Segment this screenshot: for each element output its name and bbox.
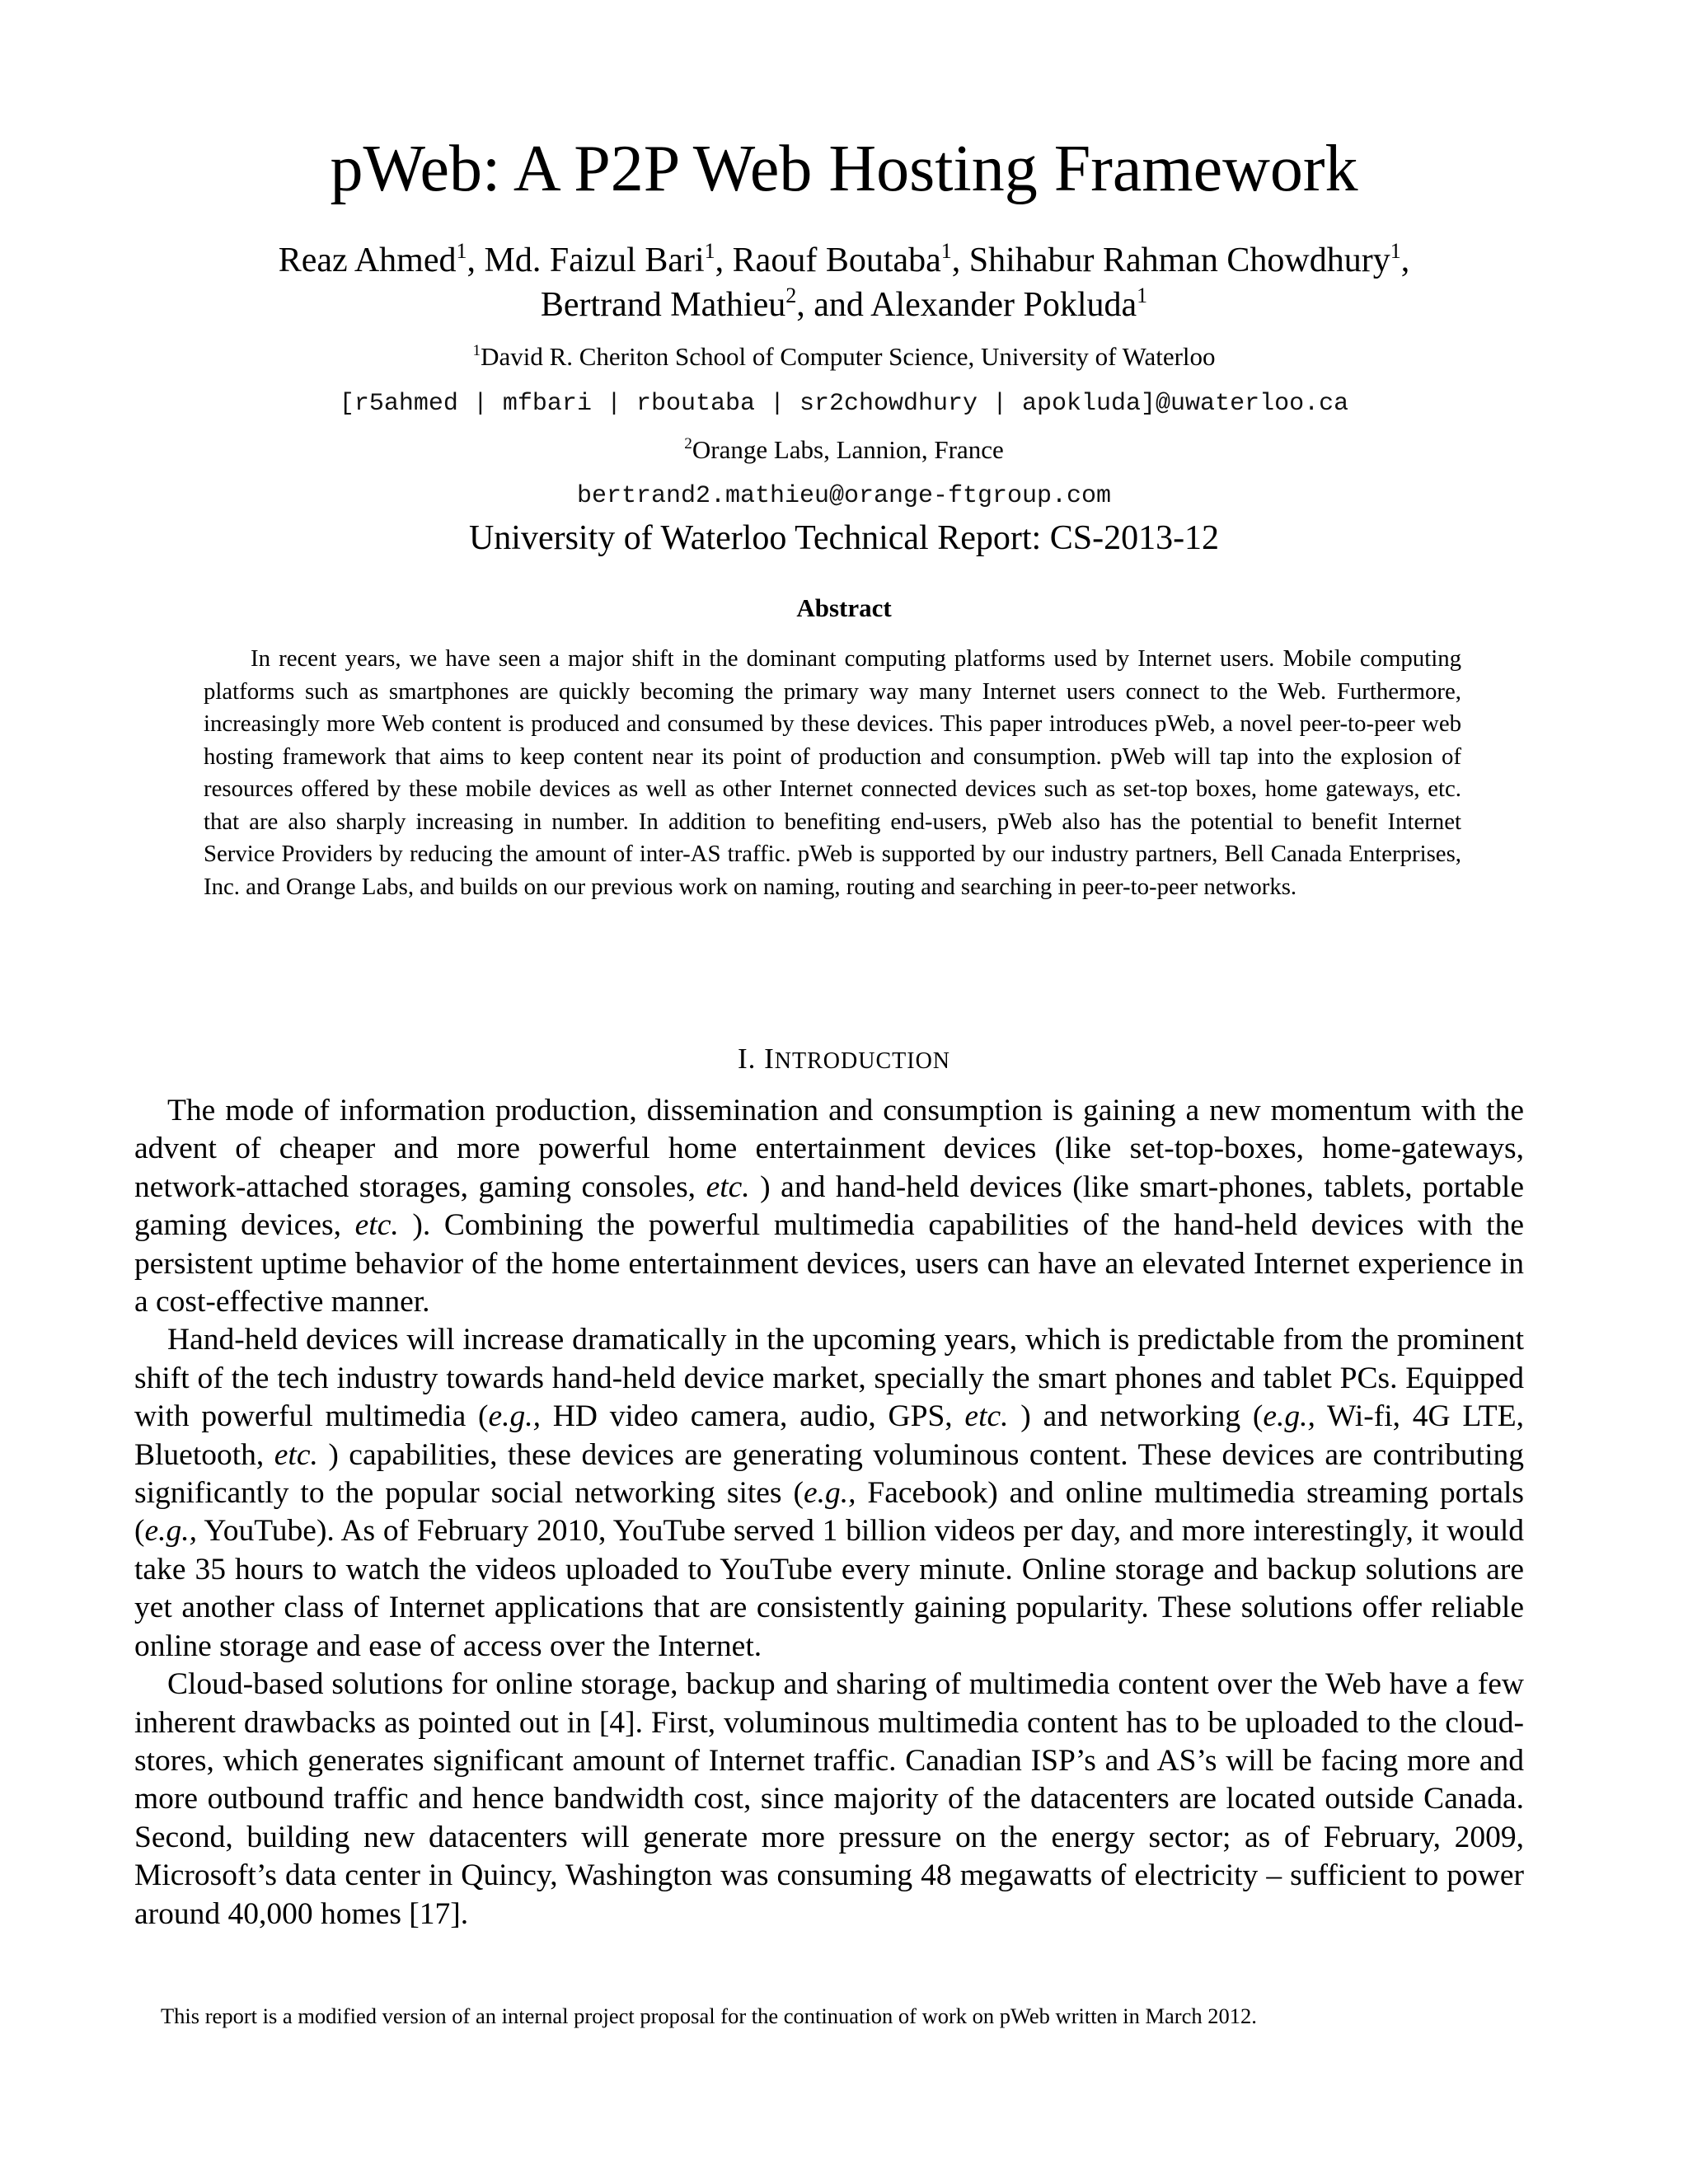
paragraph <box>134 1092 1524 1321</box>
paragraph <box>134 1321 1524 1666</box>
italic-run: etc. <box>354 1208 399 1243</box>
author: Reaz Ahmed <box>278 241 457 279</box>
italic-run: e.g., <box>144 1514 198 1549</box>
text-run: ) and hand-held devices (like smart-phones, tablets, portable gaming devices, <box>134 1169 1524 1243</box>
text-run: The mode of information production, dissemination and consumption is gaining a new momentum with the advent of cheaper and more powerful home entertainment devices (like set-top-boxes, home-gateways, network-attached storages, gaming consoles, <box>134 1094 1524 1204</box>
paper-title: pWeb: A P2P Web Hosting Framework <box>330 133 1358 205</box>
author-affiliation-mark: 1 <box>1137 283 1148 307</box>
author: Alexander Pokluda <box>870 286 1137 324</box>
report-number: University of Waterloo Technical Report: CS-2013-12 <box>468 519 1220 557</box>
author-affiliation-mark: 2 <box>785 283 797 307</box>
text-run: Wi-fi, 4G LTE, Bluetooth, <box>134 1399 1524 1472</box>
italic-run: etc. <box>706 1169 750 1204</box>
text-run: Hand-held devices will increase dramatically in the upcoming years, which is predictable from the prominent shift of the tech industry towards hand-held device market, specially the smart phones and tablet PCs. Equipped with powerful multimedia ( <box>134 1323 1524 1434</box>
italic-run: e.g., <box>488 1399 542 1434</box>
affiliation-2-email: bertrand2.mathieu@orange-ftgroup.com <box>576 482 1112 510</box>
author-affiliation-mark: 1 <box>456 238 467 263</box>
italic-run: etc. <box>274 1437 318 1472</box>
text-run: YouTube). As of February 2010, YouTube served 1 billion videos per day, and more interestingly, it would take 35 hours to watch the videos uploaded to YouTube every minute. Online storage and backup solutions are yet another class of Internet applications that are consistently gaining popularity. These solutions offer reliable online storage and ease of access over the Internet. <box>134 1514 1524 1663</box>
affiliation-text: Orange Labs, Lannion, France <box>692 435 1004 464</box>
affiliation-1-email: [r5ahmed | mfbari | rboutaba | sr2chowdhury | apokluda]@uwaterloo.ca <box>339 390 1349 418</box>
abstract-heading: Abstract <box>796 593 892 622</box>
paragraph <box>134 1666 1524 1933</box>
body-text <box>134 1092 1524 1933</box>
text-run: Facebook) and online multimedia streaming portals ( <box>134 1476 1524 1549</box>
author-line-2: Bertrand Mathieu$^2$, and Alexander Pokluda$^1$ <box>540 283 1148 324</box>
text-run: HD video camera, audio, GPS, <box>541 1399 965 1434</box>
section-heading <box>0 1040 1688 1080</box>
affiliation-2 <box>0 434 1688 466</box>
section-title-initial: I <box>764 1043 775 1075</box>
author: Bertrand Mathieu <box>540 286 786 324</box>
section-title-rest: NTRODUCTION <box>774 1048 951 1074</box>
author: Raouf Boutaba <box>732 241 941 279</box>
section-number: I. <box>737 1043 757 1075</box>
author-affiliation-mark: 1 <box>940 238 952 263</box>
author-line-1: Reaz Ahmed$^1$, Md. Faizul Bari$^1$, Raouf Boutaba$^1$, Shihabur Rahman Chowdhury$^1$, <box>278 238 1410 279</box>
text-run: ) and networking ( <box>1008 1399 1264 1434</box>
italic-run: e.g., <box>1263 1399 1315 1434</box>
affiliation-mark: 2 <box>684 434 692 452</box>
author-affiliation-mark: 1 <box>1390 238 1401 263</box>
affiliation-1 <box>0 340 1688 373</box>
author-affiliation-mark: 1 <box>704 238 715 263</box>
text-run: ). Combining the powerful multimedia capabilities of the hand-held devices with the persistent uptime behavior of the home entertainment devices, users can have an elevated Internet experience in a cost-effective manner. <box>134 1208 1524 1319</box>
footnote: This report is a modified version of an internal project proposal for the continuation of work on pWeb written in March 2012. <box>161 2004 1257 2028</box>
text-run: Cloud-based solutions for online storage, backup and sharing of multimedia content over the Web have a few inherent drawbacks as pointed out in [4]. First, voluminous multimedia content has to be uploaded to the cloud-stores, which generates significant amount of Internet traffic. Canadian ISP’s and AS’s will be facing more and more outbound traffic and hence bandwidth cost, since majority of the datacenters are located outside Canada. Second, building new datacenters will generate more pressure on the energy sector; as of February, 2009, Microsoft’s data center in Quincy, Washington was consuming 48 megawatts of electricity – sufficient to power around 40,000 homes [17]. <box>134 1667 1524 1931</box>
italic-run: e.g., <box>803 1476 856 1511</box>
author: Shihabur Rahman Chowdhury <box>968 241 1390 279</box>
affiliation-mark: 1 <box>472 341 481 359</box>
author: Md. Faizul Bari <box>484 241 705 279</box>
italic-run: etc. <box>964 1399 1009 1434</box>
text-run: ) capabilities, these devices are generating voluminous content. These devices are contributing significantly to the popular social networking sites ( <box>134 1437 1524 1511</box>
abstract-text: In recent years, we have seen a major shift in the dominant computing platforms used by Internet users. Mobile computing platforms such as smartphones are quickly becoming the primary way many Internet users connect to the Web. Furthermore, increasingly more Web content is produced and consumed by these devices. This paper introduces pWeb, a novel peer-to-peer web hosting framework that aims to keep content near its point of production and consumption. pWeb will tap into the explosion of resources offered by these mobile devices as well as other Internet connected devices such as set-top boxes, home gateways, etc. that are also sharply increasing in number. In addition to benefiting end-users, pWeb also has the potential to benefit Internet Service Providers by reducing the amount of inter-AS traffic. pWeb is supported by our industry partners, Bell Canada Enterprises, Inc. and Orange Labs, and builds on our previous work on naming, routing and searching in peer-to-peer networks. <box>204 645 1461 900</box>
affiliation-text: David R. Cheriton School of Computer Science, University of Waterloo <box>481 342 1216 371</box>
